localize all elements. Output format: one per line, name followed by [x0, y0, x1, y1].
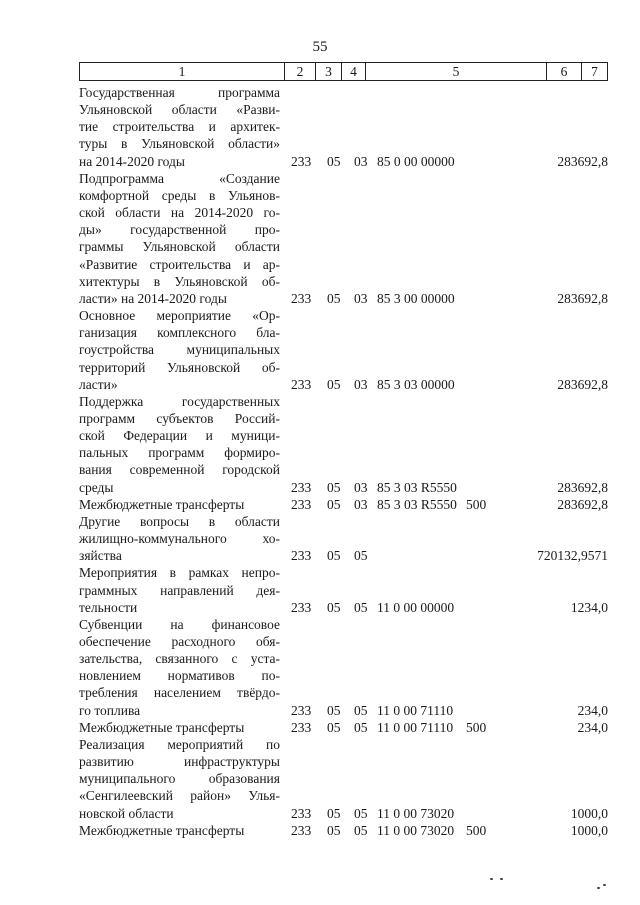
- row-name-cell: [79, 393, 280, 496]
- row-rz: 05: [327, 599, 341, 615]
- row-name-line: тие строительства и архитек-: [79, 119, 280, 135]
- row-name-line: развитию инфраструктуры: [79, 754, 280, 770]
- row-name-cell: [79, 719, 280, 736]
- row-name-line: муниципального образования: [79, 771, 280, 787]
- row-pr: 05: [354, 719, 368, 735]
- row-rz: 05: [327, 822, 341, 838]
- table-row: [79, 736, 619, 822]
- row-rz: 05: [327, 496, 341, 512]
- row-ved: 233: [291, 496, 312, 512]
- table-row: [79, 822, 619, 839]
- row-name-line: гоустройства муниципальных: [79, 342, 280, 358]
- budget-table-body: [79, 84, 619, 839]
- row-name-line: требления населением твёрдо-: [79, 685, 280, 701]
- row-name-cell: [79, 84, 280, 170]
- row-name-line: ганизация комплексного бла-: [79, 325, 280, 341]
- row-sum: 283692,8: [557, 479, 608, 495]
- row-sum: 283692,8: [557, 153, 608, 169]
- row-name-line: Ульяновской области «Разви-: [79, 102, 280, 118]
- row-name-line: Подпрограмма «Создание: [79, 170, 280, 186]
- table-row: [79, 170, 619, 307]
- row-name-line: ской Федерации и муници-: [79, 428, 280, 444]
- row-name-cell: [79, 564, 280, 615]
- row-vr: 500: [466, 496, 487, 512]
- scan-artifact: [490, 878, 493, 880]
- table-row: [79, 84, 619, 170]
- row-csr: 85 3 03 00000: [377, 376, 455, 392]
- row-name-line: программ субъектов Россий-: [79, 410, 280, 426]
- row-csr: 11 0 00 71110: [377, 719, 454, 735]
- row-name-cell: [79, 822, 280, 839]
- row-sum: 1000,0: [570, 822, 608, 838]
- row-sum: 234,0: [577, 719, 608, 735]
- row-rz: 05: [327, 702, 341, 718]
- row-name-line: Другие вопросы в области: [79, 513, 280, 529]
- header-col-7: 7: [591, 64, 598, 79]
- row-rz: 05: [327, 719, 341, 735]
- scan-artifact: [603, 884, 606, 886]
- row-ved: 233: [291, 479, 312, 495]
- row-ved: 233: [291, 702, 312, 718]
- row-ved: 233: [291, 599, 312, 615]
- scan-artifact: [597, 887, 600, 889]
- row-pr: 05: [354, 805, 368, 821]
- row-pr: 03: [354, 153, 368, 169]
- row-pr: 05: [354, 599, 368, 615]
- table-row: [79, 564, 619, 615]
- row-name-line: «Сенгилеевский район» Улья-: [79, 788, 280, 804]
- row-pr: 03: [354, 290, 368, 306]
- row-ved: 233: [291, 719, 312, 735]
- row-rz: 05: [327, 479, 341, 495]
- table-row: [79, 307, 619, 393]
- row-pr: 03: [354, 376, 368, 392]
- row-sum: 283692,8: [557, 290, 608, 306]
- row-sum: 1234,0: [570, 599, 608, 615]
- table-header: [79, 62, 608, 81]
- row-csr: 85 0 00 00000: [377, 153, 455, 169]
- row-name-line: Государственная программа: [79, 85, 280, 100]
- row-csr: 85 3 03 R5550: [377, 479, 457, 495]
- row-sum: 234,0: [577, 702, 608, 718]
- row-name-line: среды: [79, 479, 114, 495]
- row-csr: 85 3 03 R5550: [377, 496, 457, 512]
- row-name-line: Межбюджетные трансферты: [79, 822, 245, 838]
- row-rz: 05: [327, 376, 341, 392]
- row-name-cell: [79, 307, 280, 393]
- row-pr: 05: [354, 822, 368, 838]
- row-csr: 11 0 00 71110: [377, 702, 454, 718]
- row-ved: 233: [291, 376, 312, 392]
- row-name-line: Поддержка государственных: [79, 393, 280, 409]
- row-name-cell: [79, 616, 280, 719]
- row-rz: 05: [327, 548, 341, 564]
- table-row: [79, 496, 619, 513]
- row-ved: 233: [291, 153, 312, 169]
- row-rz: 05: [327, 290, 341, 306]
- row-name-line: граммных направлений дея-: [79, 582, 280, 598]
- row-sum: 720132,9571: [537, 548, 608, 564]
- row-name-line: жилищно-коммунального хо-: [79, 531, 280, 547]
- row-name-line: ласти» на 2014-2020 годы: [79, 290, 227, 306]
- row-ved: 233: [291, 805, 312, 821]
- row-name-line: новлением нормативов по-: [79, 668, 280, 684]
- row-name-line: на 2014-2020 годы: [79, 153, 185, 169]
- table-row: [79, 513, 619, 564]
- row-name-line: зательства, связанного с уста-: [79, 651, 280, 667]
- row-ved: 233: [291, 822, 312, 838]
- row-name-line: Мероприятия в рамках непро-: [79, 565, 280, 581]
- header-col-4: 4: [342, 63, 366, 80]
- row-name-cell: [79, 496, 280, 513]
- row-name-line: ской области на 2014-2020 го-: [79, 205, 280, 221]
- row-csr: 11 0 00 00000: [377, 599, 455, 615]
- row-name-line: ласти»: [79, 376, 118, 392]
- row-name-cell: [79, 170, 280, 307]
- table-row: [79, 616, 619, 719]
- row-name-line: вания современной городской: [79, 462, 280, 478]
- header-col-2: 2: [285, 63, 316, 80]
- row-name-line: го топлива: [79, 702, 141, 718]
- row-vr: 500: [466, 719, 487, 735]
- header-col-6: 6: [547, 63, 582, 80]
- page-number: 55: [312, 39, 328, 55]
- row-csr: 11 0 00 73020: [377, 822, 455, 838]
- table-row: [79, 719, 619, 736]
- row-name-line: ды» государственной про-: [79, 222, 280, 238]
- row-sum: 1000,0: [570, 805, 608, 821]
- row-vr: 500: [466, 822, 487, 838]
- row-rz: 05: [327, 805, 341, 821]
- row-name-line: «Развитие строительства и ар-: [79, 256, 280, 272]
- row-name-line: Реализация мероприятий по: [79, 736, 280, 752]
- row-name-line: тельности: [79, 599, 138, 615]
- row-pr: 03: [354, 479, 368, 495]
- row-name-line: территорий Ульяновской об-: [79, 359, 280, 375]
- row-ved: 233: [291, 290, 312, 306]
- scan-artifact: [500, 878, 503, 880]
- row-name-line: Основное мероприятие «Ор-: [79, 308, 280, 324]
- row-sum: 283692,8: [557, 496, 608, 512]
- row-name-line: обеспечение расходного обя-: [79, 634, 280, 649]
- row-name-line: новской области: [79, 805, 174, 821]
- row-name-cell: [79, 736, 280, 822]
- table-row: [79, 393, 619, 496]
- row-name-line: пальных программ формиро-: [79, 445, 280, 461]
- row-csr: 85 3 00 00000: [377, 290, 455, 306]
- row-pr: 05: [354, 702, 368, 718]
- row-name-line: Межбюджетные трансферты: [79, 496, 245, 512]
- row-name-line: Субвенции на финансовое: [79, 616, 280, 632]
- row-rz: 05: [327, 153, 341, 169]
- row-pr: 05: [354, 548, 368, 564]
- row-sum: 283692,8: [557, 376, 608, 392]
- row-name-line: зяйства: [79, 548, 122, 564]
- header-col-3: 3: [316, 63, 342, 80]
- row-name-line: Межбюджетные трансферты: [79, 719, 245, 735]
- row-name-cell: [79, 513, 280, 564]
- row-name-line: граммы Ульяновской области: [79, 239, 280, 255]
- row-csr: 11 0 00 73020: [377, 805, 455, 821]
- header-col-5: 5: [366, 63, 547, 80]
- row-ved: 233: [291, 548, 312, 564]
- header-col-1: 1: [80, 63, 285, 80]
- row-name-line: туры в Ульяновской области»: [79, 136, 280, 152]
- row-name-line: комфортной среды в Ульянов-: [79, 187, 280, 203]
- row-pr: 03: [354, 496, 368, 512]
- row-name-line: хитектуры в Ульяновской об-: [79, 273, 280, 289]
